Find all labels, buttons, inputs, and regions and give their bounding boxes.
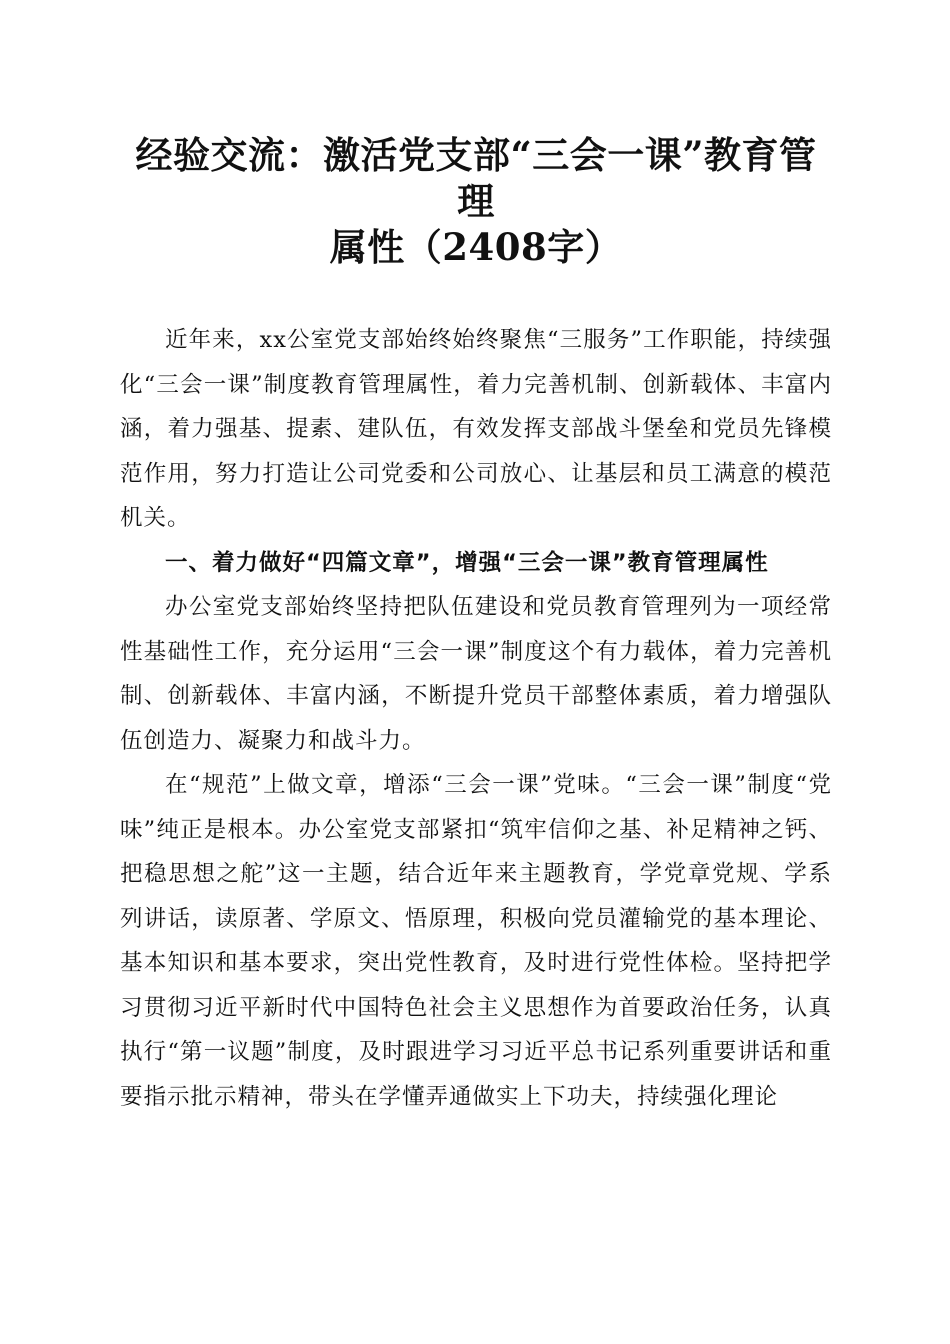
- intro-paragraph: 近年来，xx公室党支部始终始终聚焦“三服务”工作职能，持续强化“三会一课”制度教育管理属性，着力完善机制、创新载体、丰富内涵，着力强基、提素、建队伍，有效发挥支部战斗堡垒和党员先锋模范作用，努力打造让公司党委和公司放心、让基层和员工满意的模范机关。: [120, 327, 832, 531]
- title-line-2: 属性（2408字）: [329, 225, 623, 269]
- section-heading-1: 一、着力做好“四篇文章”，增强“三会一课”教育管理属性: [165, 549, 769, 576]
- body-paragraph-1: 办公室党支部始终坚持把队伍建设和党员教育管理列为一项经常性基础性工作，充分运用“三会一课”制度这个有力载体，着力完善机制、创新载体、丰富内涵，不断提升党员干部整体素质，着力增强队伍创造力、凝聚力和战斗力。: [120, 594, 832, 754]
- document-page: [120, 132, 832, 1119]
- document-title: [120, 132, 832, 270]
- title-line-1: 经验交流：激活党支部“三会一课”教育管理: [135, 133, 817, 223]
- body-paragraph-2: 在“规范”上做文章，增添“三会一课”党味。“三会一课”制度“党味”纯正是根本。办公室党支部紧扣“筑牢信仰之基、补足精神之钙、把稳思想之舵”这一主题，结合近年来主题教育，学党章党规、学系列讲话，读原著、学原文、悟原理，积极向党员灌输党的基本理论、基本知识和基本要求，突出党性教育，及时进行党性体检。坚持把学习贯彻习近平新时代中国特色社会主义思想作为首要政治任务，认真执行“第一议题”制度，及时跟进学习习近平总书记系列重要讲话和重要指示批示精神，带头在学懂弄通做实上下功夫，持续强化理论: [120, 772, 832, 1110]
